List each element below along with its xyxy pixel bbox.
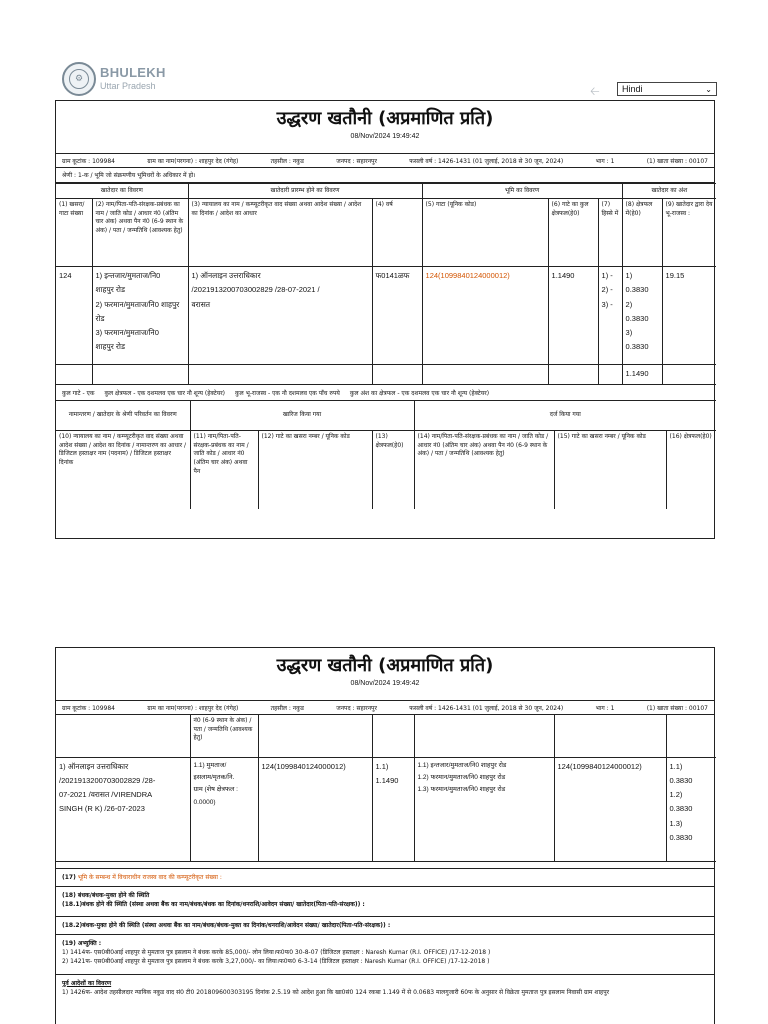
header-continuation-row — [56, 715, 716, 757]
document-datetime-2: 08/Nov/2024 19:49:42 — [350, 680, 420, 687]
note-17: (17) भूमि के सम्बन्ध में विचाराधीन राजस्व वाद की कम्प्यूटरीकृत संख्या : — [56, 868, 714, 886]
pending-case-label: भूमि के सम्बन्ध में विचाराधीन राजस्व वाद की कम्प्यूटरीकृत संख्या : — [77, 873, 222, 881]
namantran-order: 1) ऑनलाइन उत्तराधिकार /2021913200703002829 /28- 07-2021 /वरासत /VIRENDRA SINGH (R K) /26-07-2023 — [56, 757, 190, 861]
note-19: (19) अभ्युक्ति : 1) 1414फ- एस0बी0आई शाहपुर से मुमताज पुत्र इसलाम ने बंधक करके 85,000/- लोन लिया।फ0फ0 30-8-07 (डिजिटल हस्ताक्षर : Naresh Kumar (R.I. OFFICE) /17-12-2018 ) 2) 1421फ- एस0बी0आई शाहपुर से मुमताज पुत्र इसलाम ने बंधक करके 3,27,000/- का लिया।फ0फ0 6-3-14 (डिजिटल हस्ताक्षर : Naresh Kumar (R.I. OFFICE) /17-12-2018 ) — [56, 934, 714, 974]
namantran-table-continued — [56, 715, 716, 862]
khatauni-sheet-page-2 — [55, 647, 715, 1024]
revenue-value: 19.15 — [662, 267, 716, 365]
bhag: भाग : 1 — [595, 157, 615, 165]
area-total-row — [56, 365, 716, 385]
back-arrow-icon[interactable]: 🡠 — [590, 84, 600, 98]
table1-group-header — [56, 184, 716, 199]
site-header — [62, 60, 718, 100]
summary-line: कुल गाटे - एक कुल क्षेत्रफल - एक दशमलव एक चार नौ शून्य (हेक्टेयर) कुल भू-राजस्व - एक नौ दशमलव एक पाँच रुपये कुल अंश का क्षेत्रफल - एक दशमलव एक चार नौ शून्य (हेक्टेयर) — [62, 390, 490, 397]
darj-names: 1.1) इन्तजार/मुमताज/नि0 शाहपुर रोड 1.2) फरमान/मुमताज/नि0 शाहपुर रोड 1.3) फरमान/मुमताज/नि0 शाहपुर रोड — [414, 757, 554, 861]
meta-row-2: ग्राम कूटांक : 109984 ग्राम का नाम(परगना) : शाहपुर देद (गंगेह) तहसील : नकुड जनपद : सहारनपुर फसली वर्ष : 1426-1431 (01 जुलाई, 2018 से 30 जून, 2024) भाग : 1 (1) खाता संख्या : 00107 — [56, 700, 714, 715]
col-gata: (5) गाटा (यूनिक कोड) — [422, 199, 548, 267]
col-revenue: (9) खातेदार द्वारा देय भू-राजस्व : — [662, 199, 716, 267]
namantran-table — [56, 400, 716, 509]
area-total-value: 1.1490 — [622, 365, 662, 385]
col-khasra: (1) खसरा/ गाटा संख्या — [56, 199, 92, 267]
darj-gata: 124(1099840124000012) — [554, 757, 666, 861]
language-select[interactable] — [617, 82, 717, 96]
tehsil: तहसील : नकुड — [270, 157, 304, 165]
col-namantran-order: (10) न्यायालय का नाम / कम्प्यूटरीकृत वाद संख्या अथवा आदेश संख्या / आदेश का दिनांक / नामान्तरण का आधार / डिजिटल हस्ताक्षर नाम (पदनाम) / डिजिटल हस्ताक्षर दिनांक — [56, 431, 190, 509]
document-title-2: उद्धरण खतौनी (अप्रमाणित प्रति) — [276, 655, 494, 676]
owner-list: 1) इन्तजार/मुमताज/नि0 शाहपुर रोड 2) फरमान/मुमताज/नि0 शाहपुर रोड 3) फरमान/मुमताज/नि0 शाहपुर रोड — [92, 267, 188, 365]
year-value: फ0141ळफ — [372, 267, 422, 365]
table1-column-header — [56, 199, 716, 267]
group-adhar: खातेदारी प्रारम्भ होने का विवरण — [188, 184, 422, 199]
khata-number: (1) खाता संख्या : 00107 — [646, 157, 708, 165]
fasli-year: फसली वर्ष : 1426-1431 (01 जुलाई, 2018 से 30 जून, 2024) — [409, 157, 564, 165]
document-datetime: 08/Nov/2024 19:49:42 — [350, 133, 420, 140]
group-khatedar: खातेदार का विवरण — [56, 184, 188, 199]
document-title: उद्धरण खतौनी (अप्रमाणित प्रति) — [276, 108, 494, 129]
khasra-value: 124 — [56, 267, 92, 365]
gram-name: ग्राम का नाम(परगना) : शाहपुर देद (गंगेह) — [147, 157, 239, 165]
col-total-area: (6) गाटे का कुल क्षेत्रफल(हे0) — [548, 199, 598, 267]
note-18-2: (18.2)बंधक-मुक्त होने की स्थिति (संस्था अथवा बैंक का नाम/बंधक/बंधक-मुक्त का दिनांक/धनराशि/आवेदन संख्या/ खातेदार(पिता-पति-संरक्षक)) : — [56, 916, 714, 934]
col-kharij-gata: (12) गाटे का खसरा नम्बर / यूनिक कोड — [258, 431, 372, 509]
previous-orders: पूर्व आदेशों का विवरण 1) 1426फ- आदेश तहसीलदार न्यायिक नकुड वाद सं0 टी0 201809600303195 दिनांक 2.5.19 को आदेश हुआ कि खा0सं0 124 रकबा 1.149 में से 0.0683 मालगुजारी 60फ के अनुसार से विक्रेता मुमताज पुत्र इसलाम निवासी ग्राम शाहपुर — [56, 974, 714, 1004]
col-kharij-name: (11) नाम/पिता-पति-संरक्षक-प्रबंधक का नाम / जाति कोड / आधार नं0 (अंतिम चार अंक) अथवा पैन — [190, 431, 258, 509]
gata-unique-code-link[interactable]: 124(1099840124000012) — [422, 267, 548, 365]
group-ansh: खातेदार का अंश — [622, 184, 716, 199]
table2-group-header — [56, 401, 716, 431]
col-kharij-area: (13) क्षेत्रफल(हे0) — [372, 431, 414, 509]
col-owner: (2) नाम/पिता-पति-संरक्षक-प्रबंधक का नाम / जाति कोड / आधार नं0 (अंतिम चार अंक) अथवा पैन नं0 (6-9 स्थान के अंक) / पता / जन्मतिथि (आवश्यक हेतु) — [92, 199, 188, 267]
table-row — [56, 757, 716, 861]
group-darj: दर्ज किया गया — [414, 401, 716, 431]
col-darj-gata: (15) गाटे का खसरा नम्बर / यूनिक कोड — [554, 431, 666, 509]
janpad: जनपद : सहारनपुर — [336, 157, 377, 165]
brand-state: Uttar Pradesh — [100, 81, 156, 91]
hisse-values: 1) - 2) - 3) - — [598, 267, 622, 365]
col-year: (4) वर्ष — [372, 199, 422, 267]
kharij-gata: 124(1099840124000012) — [258, 757, 372, 861]
group-namantran: नामान्तरण / खातेदार के श्रेणी परिवर्तन का विवरण — [56, 401, 190, 431]
up-emblem-logo: ⚙ — [62, 62, 96, 96]
brand-name: BHULEKH — [100, 65, 166, 80]
total-area-value: 1.1490 — [548, 267, 598, 365]
group-bhumi: भूमि का विवरण — [422, 184, 622, 199]
table2-column-header — [56, 431, 716, 509]
shreni-line: श्रेणी : 1-क / भूमि जो संक्रमणीय भूमिधरों के अधिकार में हो। — [56, 168, 714, 183]
chevron-down-icon: ⌄ — [705, 84, 712, 94]
meta-row — [56, 153, 714, 168]
col-kharij-name-cont: नं0 (6-9 स्थान के अंक) / पता / जन्मतिथि (आवश्यक हेतु) — [190, 715, 258, 757]
kharij-name: 1.1) मुमताज/ इसलाम/मृतक/नि. ग्राम (शेष क्षेत्रफल : 0.0000) — [190, 757, 258, 861]
court-order: 1) ऑनलाइन उत्तराधिकार /2021913200703002829 /28-07-2021 / वरासत — [188, 267, 372, 365]
note-18: (18) बंधक/बंधक-मुक्त होने की स्थिति (18.1)बंधक होने की स्थिति (संस्था अथवा बैंक का नाम/बंधक/बंधक का दिनांक/धनराशि/आवेदन संख्या/ खातेदार(पिता-पति-संरक्षक)) : — [56, 886, 714, 916]
col-darj-area: (16) क्षेत्रफल(हे0) — [666, 431, 716, 509]
darj-area: 1.1) 0.3830 1.2) 0.3830 1.3) 0.3830 — [666, 757, 716, 861]
khatauni-sheet-page-1 — [55, 100, 715, 539]
language-select-value: Hindi — [622, 84, 643, 94]
khatedar-table — [56, 183, 716, 385]
col-darj-name: (14) नाम/पिता-पति-संरक्षक-प्रबंधक का नाम / जाति कोड / आधार नं0 (अंतिम चार अंक) अथवा पैन नं0 (6-9 स्थान के अंक) / पता / जन्मतिथि (आवश्यक हेतु) — [414, 431, 554, 509]
gram-code: ग्राम कूटांक : 109984 — [62, 157, 115, 165]
col-area: (8) क्षेत्रफल में(हे0) — [622, 199, 662, 267]
col-hisse: (7) हिस्से में — [598, 199, 622, 267]
area-values: 1) 0.3830 2) 0.3830 3) 0.3830 — [622, 267, 662, 365]
group-kharij: खारिज किया गया — [190, 401, 414, 431]
table-row — [56, 267, 716, 365]
kharij-area: 1.1) 1.1490 — [372, 757, 414, 861]
col-court: (3) न्यायालय का नाम / कम्प्यूटरीकृत वाद संख्या अथवा आदेश संख्या / आदेश का दिनांक / आदेश का आधार — [188, 199, 372, 267]
